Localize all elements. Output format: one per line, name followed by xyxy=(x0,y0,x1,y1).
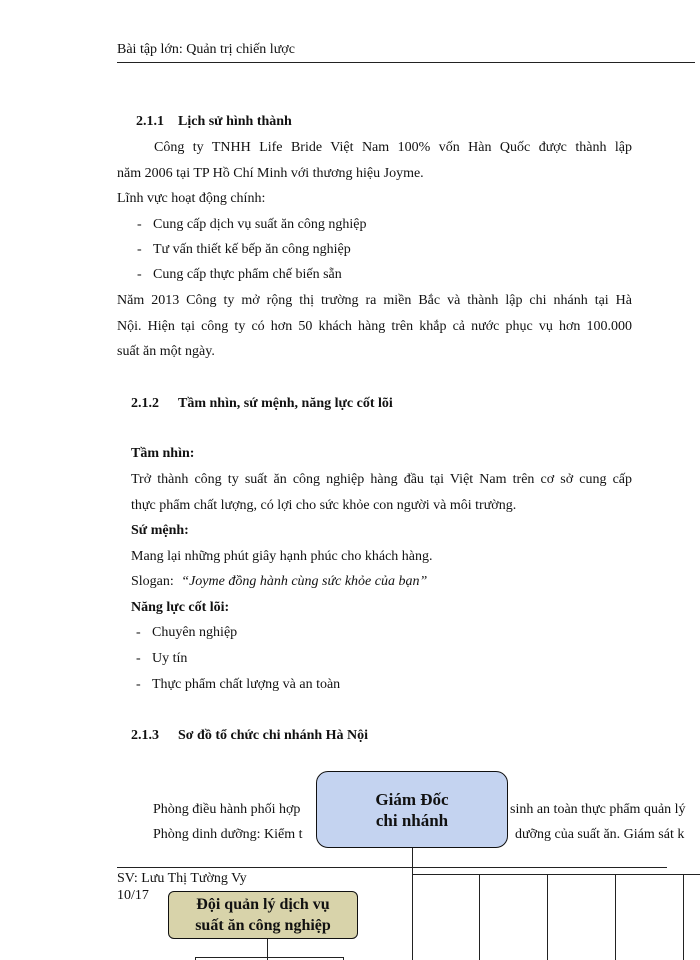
core-label: Năng lực cốt lõi: xyxy=(131,600,230,615)
paragraph: Trở thành công ty suất ăn công nghiệp hàng đầu tại Việt Nam trên cơ sở cung cấp xyxy=(131,472,632,487)
org-connector xyxy=(547,874,548,960)
section-number: 2.1.1 xyxy=(136,114,164,129)
org-connector xyxy=(195,957,343,958)
paragraph: Phòng dinh dưỡng: Kiểm t xyxy=(153,827,303,842)
slogan-text: “Joyme đồng hành cùng sức khỏe của bạn” xyxy=(181,574,428,589)
paragraph: suất ăn một ngày. xyxy=(117,344,215,359)
paragraph: Phòng điều hành phối hợp xyxy=(153,802,301,817)
org-connector xyxy=(615,874,616,960)
paragraph: Mang lại những phút giây hạnh phúc cho khách hàng. xyxy=(131,549,433,564)
paragraph: Công ty TNHH Life Bride Việt Nam 100% vốn Hàn Quốc được thành lập xyxy=(154,140,632,155)
slogan-line xyxy=(131,569,427,595)
org-connector xyxy=(267,937,268,960)
paragraph: sinh an toàn thực phẩm quản lý xyxy=(510,802,686,817)
section-title: Lịch sử hình thành xyxy=(178,114,292,129)
section-title: Sơ đồ tổ chức chi nhánh Hà Nội xyxy=(178,728,369,743)
footer-page-number: 10/17 xyxy=(117,888,149,903)
list-item: - Chuyên nghiệp xyxy=(136,625,238,640)
service-team-box xyxy=(168,891,358,939)
section-heading-2-1-2 xyxy=(131,396,393,412)
paragraph: Năm 2013 Công ty mở rộng thị trường ra miền Bắc và thành lập chi nhánh tại Hà xyxy=(117,293,632,308)
paragraph: năm 2006 tại TP Hồ Chí Minh với thương hiệu Joyme. xyxy=(117,166,424,181)
footer-student: SV: Lưu Thị Tường Vy xyxy=(117,871,247,886)
paragraph: Nội. Hiện tại công ty có hơn 50 khách hàng trên khắp cả nước phục vụ hơn 100.000 xyxy=(117,319,632,334)
footer-divider xyxy=(117,867,667,868)
list-item: - Cung cấp dịch vụ suất ăn công nghiệp xyxy=(137,217,367,232)
header-divider xyxy=(117,62,695,63)
section-number: 2.1.2 xyxy=(131,396,159,411)
vision-label: Tầm nhìn: xyxy=(131,446,195,461)
director-title: Giám Đốc xyxy=(375,789,449,809)
org-connector xyxy=(683,874,684,960)
org-connector xyxy=(412,874,700,875)
section-heading-2-1-1 xyxy=(136,114,292,130)
org-connector xyxy=(479,874,480,960)
list-item: - Thực phẩm chất lượng và an toàn xyxy=(136,677,341,692)
list-item: - Cung cấp thực phẩm chế biến sẵn xyxy=(137,267,342,282)
team-subtitle: suất ăn công nghiệp xyxy=(195,917,331,934)
paragraph-label: Lĩnh vực hoạt động chính: xyxy=(117,191,266,206)
mission-label: Sứ mệnh: xyxy=(131,523,189,538)
paragraph: dưỡng của suất ăn. Giám sát k xyxy=(515,827,685,842)
org-connector xyxy=(412,846,413,960)
header-title: Bài tập lớn: Quản trị chiến lược xyxy=(117,42,295,57)
section-number: 2.1.3 xyxy=(131,728,159,743)
section-title: Tầm nhìn, sứ mệnh, năng lực cốt lõi xyxy=(178,396,393,411)
team-title: Đội quản lý dịch vụ xyxy=(196,896,330,913)
director-subtitle: chi nhánh xyxy=(375,810,449,830)
slogan-label: Slogan: xyxy=(131,574,174,589)
section-heading-2-1-3 xyxy=(131,728,368,744)
list-item: - Uy tín xyxy=(136,651,188,666)
paragraph: thực phẩm chất lượng, có lợi cho sức khỏe con người và môi trường. xyxy=(131,498,517,513)
director-box xyxy=(316,771,508,848)
list-item: - Tư vấn thiết kế bếp ăn công nghiệp xyxy=(137,242,351,257)
